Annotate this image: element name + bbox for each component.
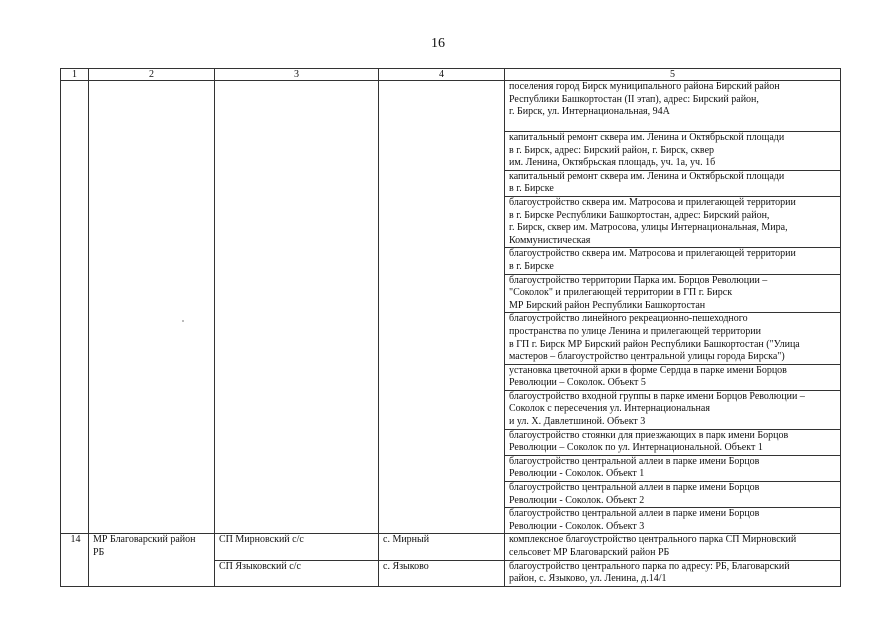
- description-line: Революции – Соколок по ул. Интернациональной. Объект 1: [509, 442, 763, 454]
- locality-cell: с. Языково: [379, 560, 505, 586]
- description-cell: [505, 196, 841, 247]
- description-line: им. Ленина, Октябрьская площадь, уч. 1а, уч. 1б: [509, 157, 716, 169]
- description-line: установка цветочной арки в форме Сердца в парке имени Борцов: [509, 364, 787, 376]
- district-line: РБ: [93, 547, 105, 558]
- description-cell: [505, 364, 841, 390]
- number-cell: [61, 81, 89, 534]
- table-row: [61, 534, 841, 560]
- description-line: сельсовет МР Благоварский район РБ: [509, 547, 670, 558]
- description-line: Революции - Соколок. Объект 1: [509, 468, 645, 480]
- description-line: мастеров – благоустройство центральной улицы города Бирска"): [509, 351, 785, 363]
- description-line: район, с. Языково, ул. Ленина, д.14/1: [509, 573, 667, 585]
- description-line: г. Бирск, ул. Интернациональная, 94А: [509, 106, 670, 118]
- description-line: Коммунистическая: [509, 234, 591, 246]
- number-cell: 14: [61, 534, 89, 586]
- description-line: пространства по улице Ленина и прилегающей территории: [509, 325, 761, 337]
- column-number: 4: [379, 69, 505, 81]
- description-line: Республики Башкортостан (II этап), адрес: Бирский район,: [509, 93, 759, 105]
- description-line: Революции – Соколок. Объект 5: [509, 377, 646, 389]
- table-row: [61, 81, 841, 132]
- description-line: МР Бирский район Республики Башкортостан: [509, 299, 706, 311]
- locality-cell: [379, 81, 505, 534]
- description-line: Соколок с пересечения ул. Интернациональная: [509, 403, 710, 415]
- description-line: и ул. Х. Давлетшиной. Объект 3: [509, 416, 646, 428]
- description-cell: [505, 429, 841, 455]
- description-line: комплексное благоустройство центрального парка СП Мирновский: [509, 534, 797, 546]
- projects-table: [60, 68, 841, 587]
- column-number-row: [61, 69, 841, 81]
- district-line: МР Благоварский район: [93, 534, 196, 546]
- settlement-cell: СП Мирновский с/с: [215, 534, 379, 560]
- description-line: "Соколок" и прилегающей территории в ГП г. Бирск: [509, 287, 733, 299]
- locality-cell: с. Мирный: [379, 534, 505, 560]
- settlement-cell: СП Языковский с/с: [215, 560, 379, 586]
- description-line: благоустройство сквера им. Матросова и прилегающей территории: [509, 196, 796, 208]
- settlement-cell: [215, 81, 379, 534]
- description-cell: [505, 313, 841, 364]
- description-line: в г. Бирске: [509, 183, 554, 195]
- page-number: 16: [431, 36, 445, 51]
- column-number: 2: [89, 69, 215, 81]
- description-line: благоустройство входной группы в парке имени Борцов Революции –: [509, 390, 805, 402]
- description-line: г. Бирск, сквер им. Матросова, улицы Интернациональная, Мира,: [509, 222, 788, 234]
- description-line: благоустройство линейного рекреационно-пешеходного: [509, 313, 748, 325]
- description-line: благоустройство центральной аллеи в парке имени Борцов: [509, 508, 760, 520]
- description-cell: [505, 170, 841, 196]
- description-line: капитальный ремонт сквера им. Ленина и Октябрьской площади: [509, 170, 785, 182]
- description-line: поселения город Бирск муниципального района Бирский район: [509, 81, 780, 92]
- description-cell: [505, 81, 841, 132]
- description-cell: [505, 455, 841, 481]
- column-number: 5: [505, 69, 841, 81]
- description-line: благоустройство центральной аллеи в парке имени Борцов: [509, 455, 760, 467]
- description-cell: [505, 390, 841, 429]
- district-cell: [89, 534, 215, 586]
- description-cell: [505, 274, 841, 313]
- description-line: благоустройство центрального парка по адресу: РБ, Благоварский: [509, 560, 790, 572]
- description-line: благоустройство центральной аллеи в парке имени Борцов: [509, 482, 760, 494]
- description-cell: [505, 248, 841, 274]
- description-cell: [505, 534, 841, 560]
- description-line: в ГП г. Бирск МР Бирский район Республики Башкортостан ("Улица: [509, 338, 800, 350]
- description-line: Революции - Соколок. Объект 2: [509, 494, 645, 506]
- scan-speck: [182, 320, 184, 322]
- description-line: благоустройство сквера им. Матросова и прилегающей территории: [509, 248, 796, 260]
- description-line: в г. Бирске Республики Башкортостан, адрес: Бирский район,: [509, 209, 770, 221]
- description-cell: [505, 132, 841, 171]
- description-cell: [505, 560, 841, 586]
- description-line: Революции - Соколок. Объект 3: [509, 520, 645, 532]
- description-line: в г. Бирск, адрес: Бирский район, г. Бирск, сквер: [509, 144, 715, 156]
- description-line: благоустройство территории Парка им. Борцов Революции –: [509, 274, 768, 286]
- column-number: 1: [61, 69, 89, 81]
- column-number: 3: [215, 69, 379, 81]
- description-cell: [505, 508, 841, 534]
- description-line: в г. Бирске: [509, 260, 554, 272]
- description-line: капитальный ремонт сквера им. Ленина и Октябрьской площади: [509, 132, 785, 143]
- description-cell: [505, 482, 841, 508]
- description-line: благоустройство стоянки для приезжающих в парк имени Борцов: [509, 429, 789, 441]
- district-cell: [89, 81, 215, 534]
